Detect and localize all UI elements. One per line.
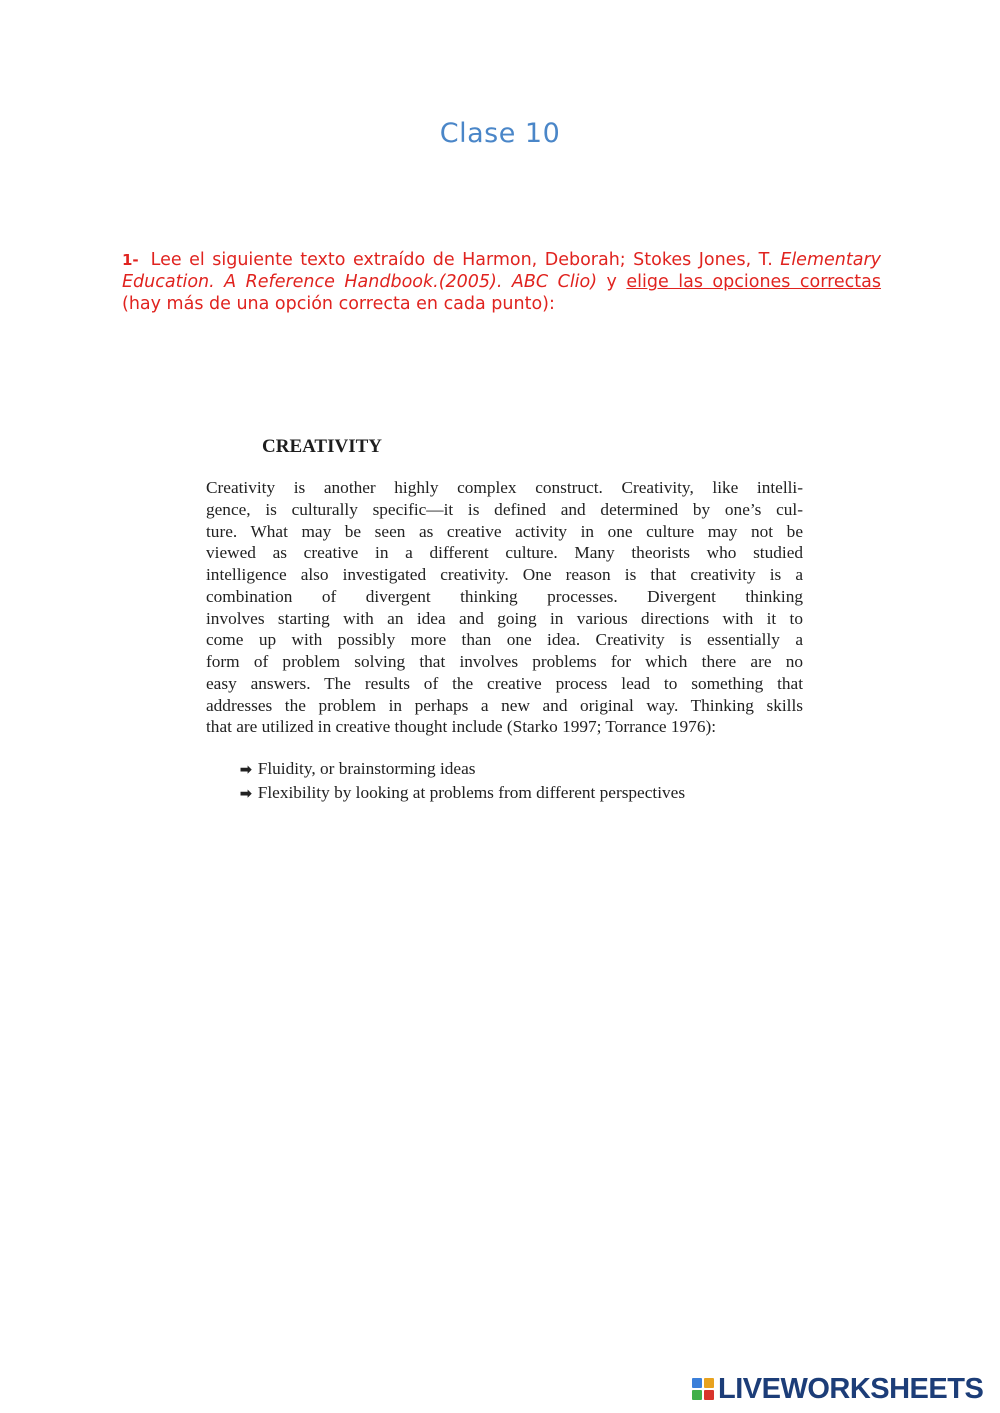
instruction-tail: (hay más de una opción correcta en cada punto): (122, 294, 555, 314)
excerpt-line: addresses the problem in perhaps a new and original way. Thinking skills (206, 695, 803, 715)
liveworksheets-logo[interactable] (692, 1374, 983, 1404)
list-item-text: Flexibility by looking at problems from different perspectives (257, 783, 686, 802)
arrow-bullet-icon: ➡ (240, 763, 252, 778)
instruction-emphasis: elige las opciones correctas (626, 272, 882, 292)
skills-list (240, 758, 803, 806)
instruction-intro: Lee el siguiente texto extraído de Harmon, Deborah; Stokes Jones, T. (150, 250, 781, 270)
excerpt-line: intelligence also investigated creativity. One reason is that creativity is a (206, 565, 803, 584)
excerpt-line: ture. What may be seen as creative activity in one culture may not be (206, 521, 803, 541)
excerpt-line: viewed as creative in a different culture. Many theorists who studied (206, 543, 803, 563)
logo-square (704, 1378, 714, 1388)
excerpt-line: involves starting with an idea and going in various directions with it to (206, 608, 803, 628)
page-title: Clase 10 (439, 118, 561, 149)
book-excerpt (206, 436, 803, 806)
instruction-paragraph (122, 249, 881, 315)
list-item (240, 758, 803, 782)
excerpt-line: that are utilized in creative thought include (Starko 1997; Torrance 1976): (206, 717, 717, 737)
arrow-bullet-icon: ➡ (240, 787, 252, 802)
logo-square (692, 1390, 702, 1400)
list-item-text: Fluidity, or brainstorming ideas (257, 759, 476, 778)
excerpt-line: combination of divergent thinking processes. Divergent thinking (206, 586, 803, 606)
excerpt-line: come up with possibly more than one idea. Creativity is essentially a (206, 630, 803, 650)
logo-grid-icon (692, 1378, 714, 1400)
logo-square (704, 1390, 714, 1400)
excerpt-line: easy answers. The results of the creative process lead to something that (206, 673, 803, 693)
instruction-conjunction: y (597, 272, 627, 292)
citation: Elementary Education. A Reference Handbook.(2005). ABC Clio) (122, 250, 881, 292)
excerpt-line: gence, is culturally specific—it is defined and determined by one’s cul- (206, 499, 803, 519)
logo-square (692, 1378, 702, 1388)
question-number: 1- (122, 251, 139, 269)
logo-text: LIVEWORKSHEETS (718, 1372, 984, 1405)
excerpt-line: Creativity is another highly complex construct. Creativity, like intelli- (206, 478, 803, 497)
excerpt-heading: CREATIVITY (262, 436, 383, 457)
excerpt-line: form of problem solving that involves problems for which there are no (206, 652, 803, 671)
list-item (240, 782, 803, 806)
